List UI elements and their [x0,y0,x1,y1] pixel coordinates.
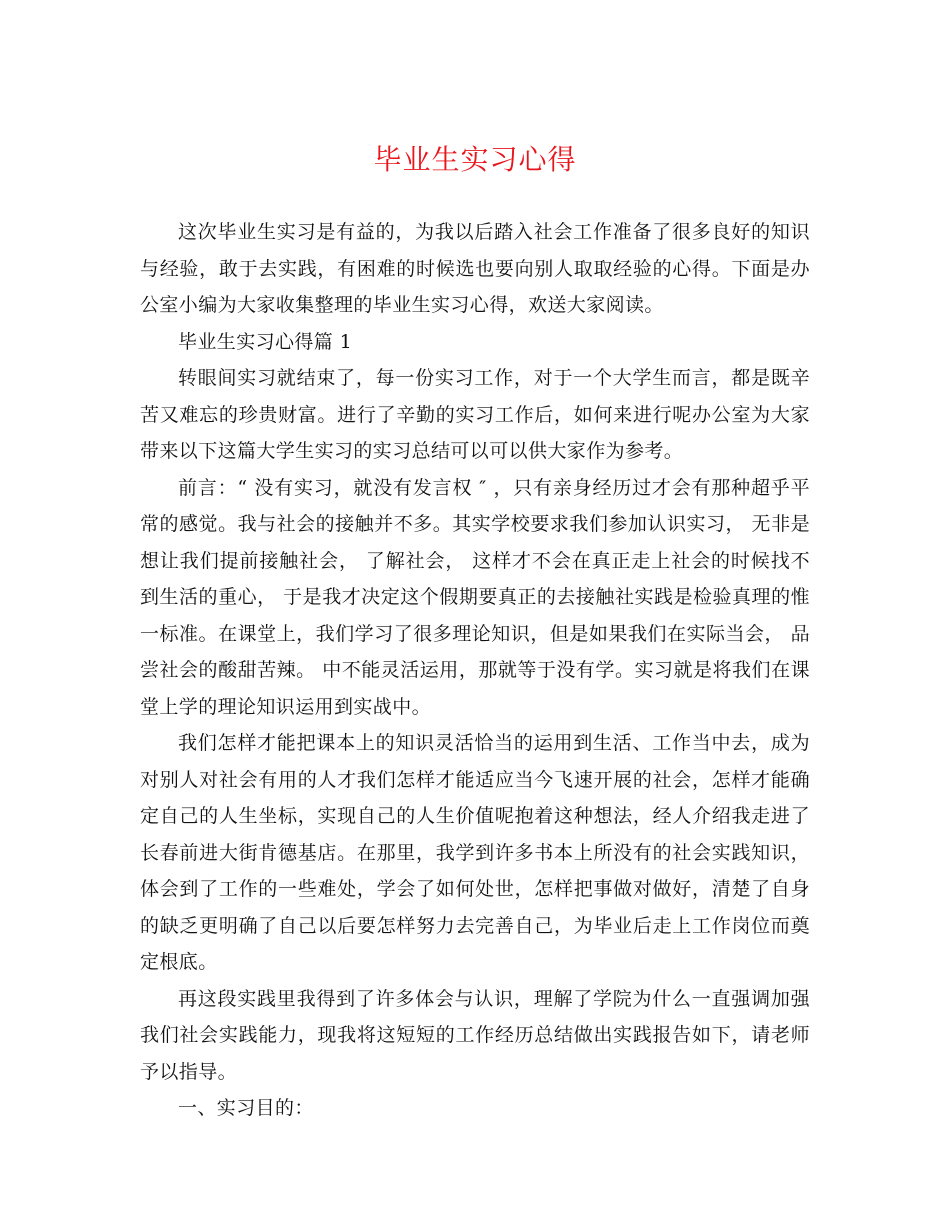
subsection-heading: 一、实习目的： [178,1097,314,1119]
section-heading: 毕业生实习心得篇 1 [178,330,353,353]
body-paragraph: 我们怎样才能把课本上的知识灵活恰当的运用到生活、工作当中去，成为对别人对社会有用的人才我们怎样才能适应当今飞速开展的社会，怎样才能确定自己的人生坐标，实现自己的人生价值呢抱着这种想法，经人介绍我走进了长春前进大街肯德基店。在那里，我学到许多书本上所没有的社会实践知识，体会到了工作的一些难处，学会了如何处世，怎样把事做对做好，清楚了自身的缺乏更明确了自己以后要怎样努力去完善自己，为毕业后走上工作岗位而奠定根底。 [140,732,810,973]
body-paragraph: 转眼间实习就结束了，每一份实习工作，对于一个大学生而言，都是既辛苦又难忘的珍贵财富。进行了辛勤的实习工作后，如何来进行呢办公室为大家带来以下这篇大学生实习的实习总结可以可以供大家作为参考。 [140,367,810,462]
body-paragraph: 前言：“ 没有实习，就没有发言权 ″ ，只有亲身经历过才会有那种超乎平常的感觉。我与社会的接触并不多。其实学校要求我们参加认识实习， 无非是想让我们提前接触社会， 了解社会， 这样才不会在真正走上社会的时候找不到生活的重心， 于是我才决定这个假期要真正的去接触社实践是检验真理的惟一标准。在课堂上，我们学习了很多理论知识，但是如果我们在实际当会， 品尝社会的酸甜苦辣。 中不能灵活运用，那就等于没有学。实习就是将我们在课堂上学的理论知识运用到实战中。 [140,476,810,718]
intro-paragraph: 这次毕业生实习是有益的，为我以后踏入社会工作准备了很多良好的知识与经验，敢于去实践，有困难的时候选也要向别人取取经验的心得。下面是办公室小编为大家收集整理的毕业生实习心得，欢送大家阅读。 [140,221,810,316]
document-body [140,214,810,1127]
document-title: 毕业生实习心得 [373,143,577,176]
body-paragraph: 再这段实践里我得到了许多体会与认识，理解了学院为什么一直强调加强我们社会实践能力，现我将这短短的工作经历总结做出实践报告如下，请老师予以指导。 [140,987,810,1083]
